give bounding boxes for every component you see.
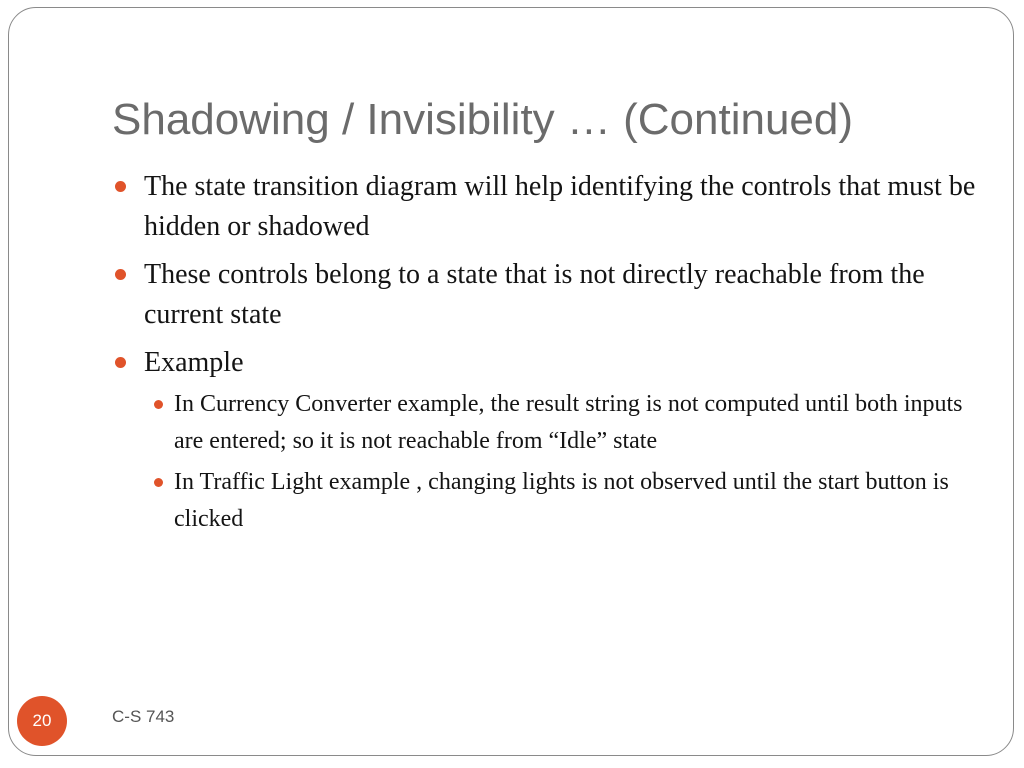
bullet-item bbox=[112, 167, 982, 247]
bullet-text: The state transition diagram will help identifying the controls that must be hidden or shadowed bbox=[144, 171, 976, 242]
bullet-dot-icon bbox=[115, 269, 126, 280]
sub-bullet-item bbox=[144, 464, 982, 538]
page-number: 20 bbox=[32, 711, 52, 730]
sub-bullet-list bbox=[144, 386, 982, 538]
bullet-list bbox=[112, 167, 982, 538]
slide-content bbox=[112, 167, 982, 546]
sub-bullet-text: In Traffic Light example , changing lights is not observed until the start button is clicked bbox=[174, 469, 949, 532]
bullet-item bbox=[112, 343, 982, 538]
bullet-text: These controls belong to a state that is not directly reachable from the current state bbox=[144, 259, 925, 330]
slide-title: Shadowing / Invisibility … (Continued) bbox=[112, 95, 854, 144]
sub-bullet-dot-icon bbox=[154, 400, 163, 409]
footer-course-code: C-S 743 bbox=[112, 707, 175, 726]
page-number-badge bbox=[17, 696, 67, 746]
sub-bullet-text: In Currency Converter example, the result string is not computed until both inputs are entered; so it is not reachable from “Idle” state bbox=[174, 391, 963, 454]
sub-bullet-item bbox=[144, 386, 982, 460]
bullet-item bbox=[112, 255, 982, 335]
bullet-dot-icon bbox=[115, 357, 126, 368]
sub-bullet-dot-icon bbox=[154, 478, 163, 487]
bullet-dot-icon bbox=[115, 181, 126, 192]
bullet-text: Example bbox=[144, 347, 244, 378]
